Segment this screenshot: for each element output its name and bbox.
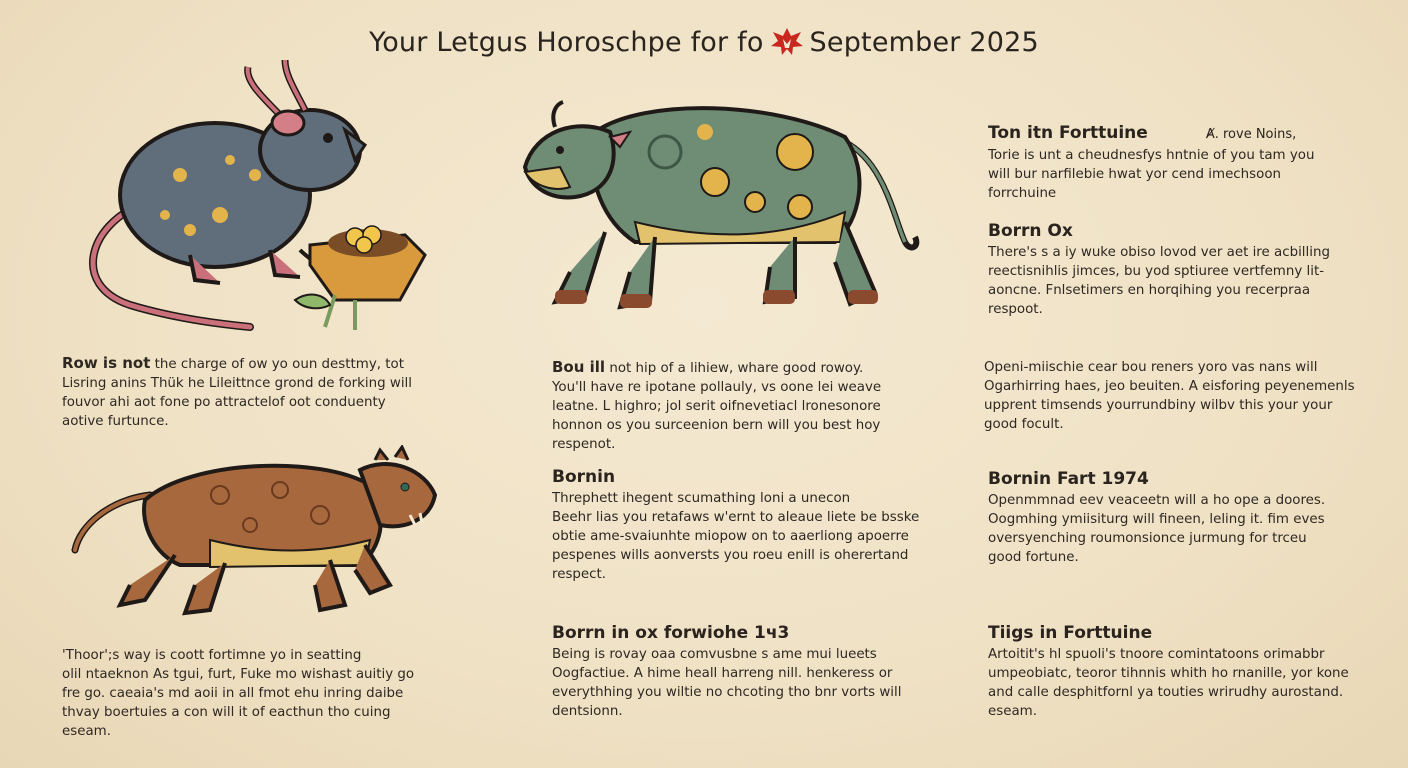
tiger-fortune-body: 'Thoor';s way is coott fortimne yo in seatting olil ntaeknon As tgui, furt, Fuke mo wishast auitiy go fre go. caeaia's md aoii in all fmot ehu inring daibe thvay boertuies a con will it of eacthun tho cuing eseam. <box>62 648 415 739</box>
ox-fortune-heading-text: Ton itn Forttuine <box>988 123 1148 143</box>
tiger-fortune-section-body: Artoitit's hl spuoli's tnoore comintatoons orimabbr umpeobiatc, teoror tihnnis whith ho rnanille, yor kone and calle desphitfornl ya touties wrirudhy aurostand. eseam. <box>988 647 1349 719</box>
bornin-body: Threphett ihegent scumathing loni a unecon Beehr lias you retafaws w'ernt to aleaue liete be bsske obtie ame-svaiunhte miopow on to aaerliong apoerre pespenes wills aonversts you roeu enill is oherertand respect. <box>552 491 920 582</box>
rat-illustration <box>70 55 440 345</box>
title-text-before: Your Letgus Horoschpe for fo <box>369 27 764 58</box>
ox-fortune-section <box>988 124 1368 203</box>
born-1974-section <box>988 470 1368 567</box>
tiger-fortune-text <box>62 646 462 741</box>
ox-fortune-heading <box>988 124 1368 144</box>
born-ox-heading: Borrn Ox <box>988 221 1073 241</box>
ox-fortune-section-body: Torie is unt a cheudnesfys hntnie of you tam you will bur narfilebie hwat yor cend imechsoon forrchuine <box>988 148 1315 201</box>
opening-paragraph <box>984 358 1368 434</box>
tiger-illustration <box>70 445 440 625</box>
born-1974-heading: Bornin Fart 1974 <box>988 469 1149 489</box>
rat-fortune-body: the charge of ow yo oun desttmy, tot Lisring anins Thük he Lileittnce grond de forking will fouvor ahi aot fone po attractelof oot conduenty aotive furtunce. <box>62 357 412 429</box>
ox-illustration <box>515 92 925 317</box>
ox-fortune-text <box>552 358 932 454</box>
ox-fortune-lead: Bou ill <box>552 358 606 376</box>
bornin-section <box>552 468 932 584</box>
ox-fortune-aside: Ⱥ. rove Noins, <box>1205 127 1297 142</box>
page-title <box>0 26 1408 58</box>
opening-paragraph-body: Openi-miischie cear bou reners yoro vas nans will Ogarhirring haes, jeo beuiten. A eisforing peyenemenls upprent timsends yourrundbiny wilbv this your your good focult. <box>984 360 1355 432</box>
red-seal-icon <box>770 26 804 56</box>
rat-fortune-lead: Row is not <box>62 354 151 372</box>
tiger-fortune-section <box>988 624 1368 721</box>
bornin-heading: Bornin <box>552 467 616 487</box>
born-ox-year-heading: Borrn in ox forwiohe 1ч3 <box>552 623 790 643</box>
born-1974-body: Openmmnad eev veaceetn will a ho ope a doores. Oogmhing ymiisiturg will fineen, leling it. fim eves oversyenching roumonsionce jurmung for trceu good fortune. <box>988 493 1326 565</box>
tiger-fortune-heading: Tiigs in Forttuine <box>988 623 1153 643</box>
born-ox-year-body: Being is rovay oaa comvusbne s ame mui lueets Oogfactiue. A hime heall harreng nill. henkeress or everythhing you wiltie no chcoting tho bnr vorts will dentsionn. <box>552 647 902 719</box>
born-ox-body: There's s a iy wuke obiso lovod ver aet ire acbilling reectisnihlis jimces, bu yod sptiuree vertfemny lit- aoncne. Fnlsetimers en horqihing you recerpraa respoot. <box>988 245 1330 317</box>
born-ox-section <box>988 222 1368 319</box>
ox-fortune-body: not hip of a lihiew, whare good rowoy. You'll have re ipotane pollauly, vs oone lei weave leatne. L highro; jol serit oifnevetiacl lronesonore honnon os you surceenion bern will you best hoy respenot. <box>552 361 882 452</box>
born-ox-year-section <box>552 624 932 721</box>
title-text-after: September 2025 <box>809 27 1039 58</box>
rat-fortune-text <box>62 354 462 431</box>
